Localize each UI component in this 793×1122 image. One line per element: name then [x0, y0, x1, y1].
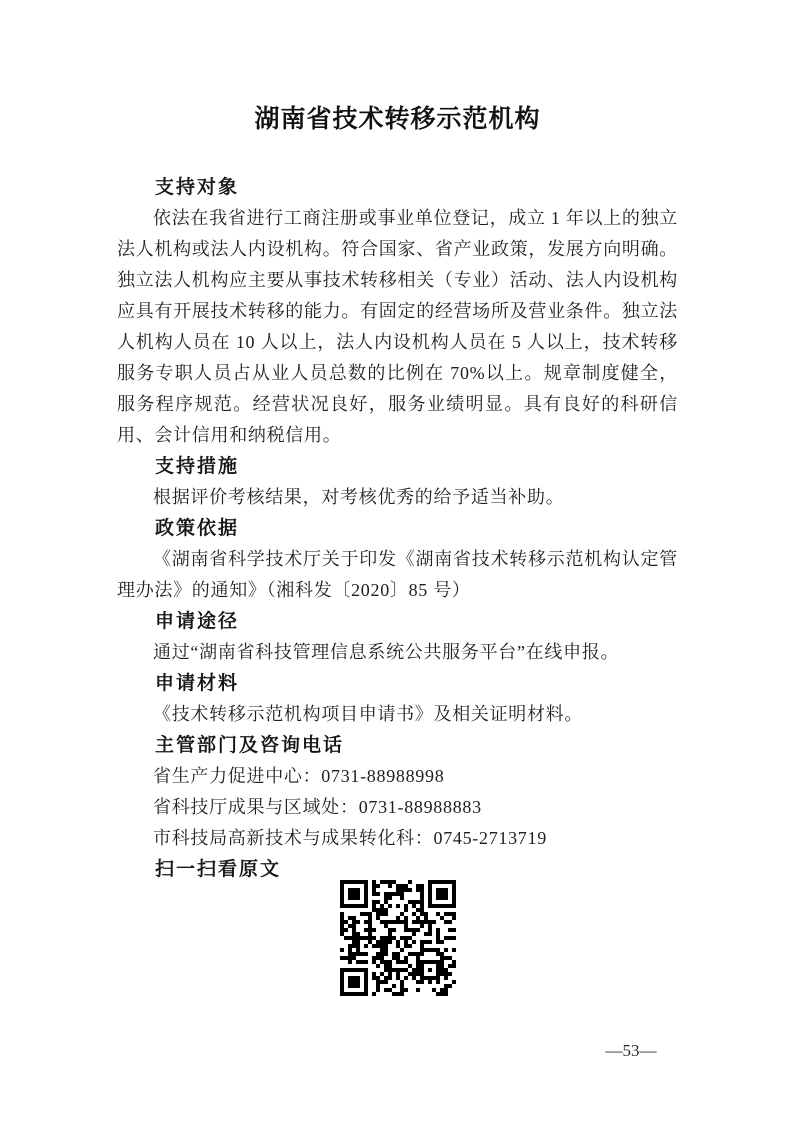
document-section [117, 854, 678, 1006]
document-section [117, 172, 678, 451]
document-section [117, 451, 678, 513]
paragraph: 省生产力促进中心：0731-88988998 [153, 766, 445, 786]
section-heading: 扫一扫看原文 [155, 859, 282, 880]
section-heading: 政策依据 [155, 518, 240, 539]
section-heading: 支持对象 [155, 177, 240, 198]
qr-code-container [117, 880, 678, 1006]
paragraph: 《技术转移示范机构项目申请书》及相关证明材料。 [153, 704, 584, 724]
section-heading: 支持措施 [155, 456, 240, 477]
paragraph: 市科技局高新技术与成果转化科：0745-2713719 [153, 828, 547, 848]
document-section [117, 606, 678, 668]
document-section [117, 668, 678, 730]
document-title: 湖南省技术转移示范机构 [254, 104, 541, 133]
document-section [117, 730, 678, 854]
paragraph: 通过“湖南省科技管理信息系统公共服务平台”在线申报。 [153, 642, 620, 662]
page-number: —53— [605, 1041, 657, 1060]
document-section [117, 513, 678, 606]
paragraph: 省科技厅成果与区域处：0731-88988883 [153, 797, 482, 817]
paragraph: 依法在我省进行工商注册或事业单位登记，成立 1 年以上的独立法人机构或法人内设机构。符合国家、省产业政策，发展方向明确。独立法人机构应主要从事技术转移相关（专业）活动、法人内设机构应具有开展技术转移的能力。有固定的经营场所及营业条件。独立法人机构人员在 10 人以上，法人内设机构人员在 5 人以上，技术转移服务专职人员占从业人员总数的比例在 70%以上。规章制度健全，服务程序规范。经营状况良好，服务业绩明显。具有良好的科研信用、会计信用和纳税信用。 [117, 208, 678, 445]
section-heading: 主管部门及咨询电话 [155, 735, 345, 756]
qr-code [340, 880, 456, 996]
section-heading: 申请材料 [155, 673, 240, 694]
paragraph: 《湖南省科学技术厅关于印发《湖南省技术转移示范机构认定管理办法》的通知》（湘科发〔2020〕85 号） [117, 549, 678, 600]
section-heading: 申请途径 [155, 611, 240, 632]
document-body [117, 172, 678, 1006]
paragraph: 根据评价考核结果，对考核优秀的给予适当补助。 [153, 487, 565, 507]
